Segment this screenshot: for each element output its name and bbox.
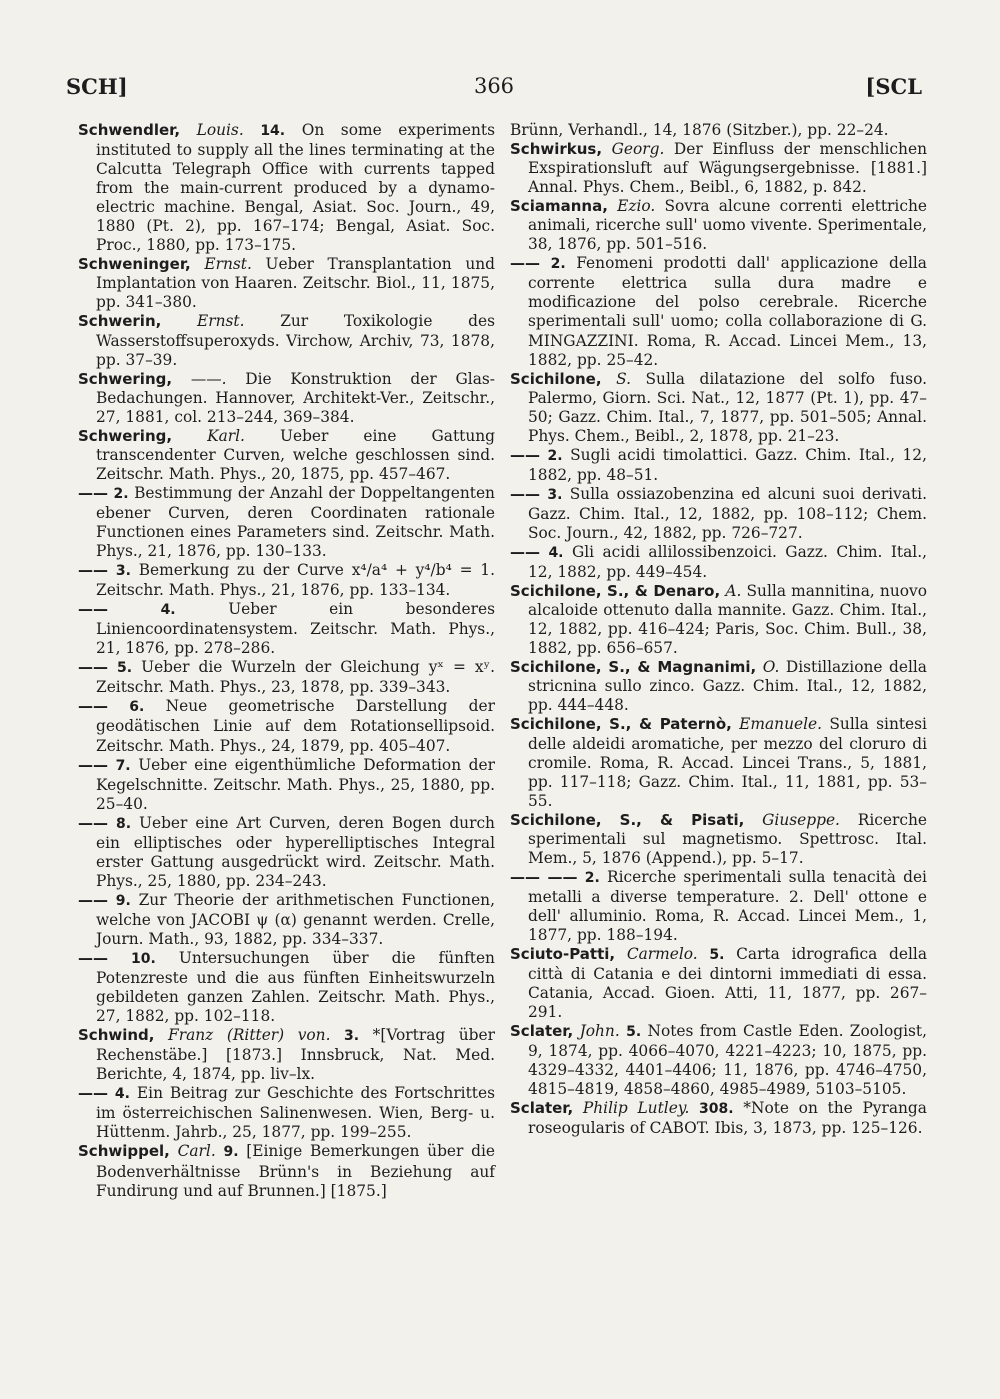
bibliography-entry: [510, 582, 927, 658]
bibliography-entry: [510, 658, 927, 715]
entry-text: Ueber Transplantation und Implantation von Haaren. Zeitschr. Biol., 11, 1875, pp. 341–380.: [96, 255, 495, 312]
author-forename: ——.: [190, 369, 227, 388]
author-forename: S.: [616, 369, 631, 388]
bibliography-entry: [510, 197, 927, 254]
author-name: ——: [78, 697, 108, 716]
entry-text: Carta idrografica della città di Catania e dei dintorni immediati di essa. Catania, Accad. Gioen. Atti, 11, 1877, pp. 267–291.: [528, 945, 927, 1022]
bibliography-entry: [510, 868, 927, 945]
entry-text: Notes from Castle Eden. Zoologist, 9, 1874, pp. 4066–4070, 4221–4223; 10, 1875, pp. 4329–4332, 4401–4406; 11, 1876, pp. 4746–4750, 4815–4819, 4858–4860, 4985–4989, 5103–5105.: [528, 1022, 927, 1099]
author-name: ——: [78, 658, 108, 677]
bibliography-entry: [510, 370, 927, 446]
author-forename: Ernst.: [204, 255, 252, 274]
author-name: Scichilone, S., & Denaro,: [510, 582, 721, 601]
bibliography-entry: [78, 255, 495, 312]
author-name: ——: [510, 445, 540, 464]
entry-number: 10.: [131, 951, 156, 968]
entry-text: Sulla mannitina, nuovo alcaloide ottenuto dalla mannite. Gazz. Chim. Ital., 12, 1882, pp. 416–424; Paris, Soc. Chim. Bull., 38, 1882, pp. 656–657.: [528, 582, 927, 658]
entry-text: Zur Theorie der arithmetischen Functionen, welche von JACOBI ψ (α) genannt werden. Crelle, Journ. Math., 93, 1882, pp. 334–337.: [96, 890, 495, 948]
entry-text: Der Einfluss der menschlichen Exspirationsluft auf Wägungsergebnisse. [1881.] Annal. Phys. Chem., Beibl., 6, 1882, p. 842.: [528, 140, 927, 197]
bibliography-entry: [510, 121, 927, 140]
author-name: ——: [78, 1084, 108, 1103]
entry-number: 2.: [584, 869, 600, 886]
entry-text: Sovra alcune correnti elettriche animali, ricerche sull' uomo vivente. Sperimentale, 38, 1876, pp. 501–516.: [528, 197, 927, 254]
author-name: Sciuto-Patti,: [510, 945, 616, 964]
entry-number: 4.: [114, 1086, 130, 1103]
author-forename: Franz (Ritter) von.: [168, 1026, 331, 1045]
bibliography-entry: [510, 945, 927, 1022]
entry-number: 2.: [547, 447, 563, 464]
page-number: 366: [473, 74, 515, 98]
entry-text: Ueber eine Art Curven, deren Bogen durch ein elliptisches oder hyperelliptisches Integral erster Gattung ausgedrückt wird. Zeitschr. Math. Phys., 25, 1880, pp. 234–243.: [96, 813, 495, 890]
author-name: ——: [78, 561, 108, 580]
author-name: Scichilone, S., & Magnanimi,: [510, 658, 757, 677]
entry-number: 3.: [344, 1028, 360, 1045]
entry-text: Ueber die Wurzeln der Gleichung yˣ = xʸ. Zeitschr. Math. Phys., 23, 1878, pp. 339–343.: [96, 658, 495, 697]
author-name: Schwirkus,: [510, 140, 603, 159]
bibliography-entry: [510, 140, 927, 197]
author-name: Schwering,: [78, 369, 173, 388]
entry-text: Neue geometrische Darstellung der geodätischen Linie auf dem Rotationsellipsoid. Zeitschr. Math. Phys., 24, 1879, pp. 405–407.: [96, 697, 495, 755]
entry-text: Sugli acidi timolattici. Gazz. Chim. Ital., 12, 1882, pp. 48–51.: [528, 445, 927, 484]
author-name: ——: [510, 254, 540, 273]
entry-number: 9.: [223, 1144, 239, 1161]
entry-text: Ricerche sperimentali sulla tenacità dei metalli a diverse temperature. 2. Dell' ottone e dell' alluminio. Roma, R. Accad. Lincei Mem., 1, 1877, pp. 188–194.: [528, 867, 927, 944]
author-name: ——: [78, 813, 108, 832]
author-name: Sclater,: [510, 1099, 574, 1118]
bibliography-entry: [78, 949, 495, 1026]
author-name: ——: [78, 949, 108, 968]
entry-number: 2.: [113, 485, 129, 502]
entry-text: Sulla sintesi delle aldeidi aromatiche, per mezzo del cloruro di cromile. Roma, R. Accad. Lincei Trans., 5, 1881, pp. 117–118; Gazz. Chim. Ital., 11, 1881, pp. 53–55.: [528, 715, 927, 810]
entry-text: Gli acidi allilossibenzoici. Gazz. Chim. Ital., 12, 1882, pp. 449–454.: [528, 543, 927, 582]
entry-text: Ricerche sperimentali sul magnetismo. Spettrosc. Ital. Mem., 5, 1876 (Append.), pp. 5–17.: [528, 810, 927, 867]
author-forename: Giuseppe.: [762, 810, 840, 829]
header-range-start: SCH]: [66, 74, 128, 99]
bibliography-entry: [78, 427, 495, 484]
author-forename: Emanuele.: [739, 715, 823, 734]
bibliography-entry: [78, 891, 495, 949]
entry-text: Bestimmung der Anzahl der Doppeltangenten ebener Curven, deren Coordinaten rationale Functionen eines Parameters sind. Zeitschr. Math. Phys., 21, 1876, pp. 130–133.: [96, 483, 495, 561]
bibliography-entry: [78, 814, 495, 891]
page-header: [66, 74, 922, 108]
author-forename: Karl.: [207, 426, 245, 445]
entry-text: Ueber eine eigenthümliche Deformation der Kegelschnitte. Zeitschr. Math. Phys., 25, 1880, pp. 25–40.: [96, 755, 495, 813]
entry-number: 8.: [115, 815, 132, 832]
bibliography-entry: [510, 543, 927, 582]
entry-number: 3.: [547, 486, 563, 503]
bibliography-entry: [78, 1026, 495, 1084]
bibliography-entry: [78, 1084, 495, 1142]
entry-text: Zur Toxikologie des Wasserstoffsuperoxyds. Virchow, Archiv, 73, 1878, pp. 37–39.: [96, 312, 495, 369]
author-forename: Philip Lutley.: [582, 1099, 690, 1118]
author-name: —— ——: [510, 867, 578, 886]
author-name: Schweninger,: [78, 255, 191, 274]
entry-text: On some experiments instituted to supply all the lines terminating at the Calcutta Telegraph Office with currents tapped from the main-current produced by a dynamo-electric machine. Bengal, Asiat. Soc. Journ., 49, 1880 (Pt. 2), pp. 167–174; Bengal, Asiat. Soc. Proc., 1880, pp. 173–175.: [96, 121, 495, 255]
entry-text: Die Konstruktion der Glas-Bedachungen. Hannover, Architekt-Ver., Zeitschr., 27, 1881, col. 213–244, 369–384.: [96, 369, 495, 426]
bibliography-entry: [78, 484, 495, 561]
entry-text: Distillazione della stricnina sullo zinco. Gazz. Chim. Ital., 12, 1882, pp. 444–448.: [528, 658, 927, 715]
author-forename: Ezio.: [617, 197, 656, 216]
bibliography-entry: [510, 811, 927, 868]
entry-number: 6.: [129, 699, 145, 716]
entry-number: 5.: [626, 1024, 642, 1041]
author-name: ——: [510, 484, 540, 503]
entry-number: 3.: [115, 563, 131, 580]
author-forename: A.: [725, 582, 742, 601]
bibliography-entry: [78, 697, 495, 755]
entry-number: 5.: [117, 660, 133, 677]
entry-text: *[Vortrag über Rechenstäbe.] [1873.] Innsbruck, Nat. Med. Berichte, 4, 1874, pp. liv–lx.: [96, 1026, 495, 1084]
entry-text: Ueber eine Gattung transcendenter Curven, welche geschlossen sind. Zeitschr. Math. Phys., 20, 1875, pp. 457–467.: [96, 426, 495, 483]
bibliography-entry: [510, 485, 927, 543]
entry-number: 7.: [115, 757, 131, 774]
author-name: ——: [78, 600, 108, 619]
entry-text: Fenomeni prodotti dall' applicazione della corrente elettrica sulla dura madre e modificazione del polso cerebrale. Ricerche sperimentali sull' uomo; colla collaborazione di G. MINGAZZINI. Roma, R. Accad. Lincei Mem., 13, 1882, pp. 25–42.: [528, 254, 927, 369]
left-column: [78, 121, 495, 1201]
bibliography-entry: [510, 1022, 927, 1099]
bibliography-entry: [78, 600, 495, 658]
entry-number: 14.: [260, 123, 286, 139]
header-range-end: [SCL: [865, 74, 922, 99]
author-name: Schwering,: [78, 426, 173, 445]
bibliography-entry: [510, 446, 927, 485]
bibliography-entry: [78, 658, 495, 697]
entry-number: 9.: [115, 892, 131, 909]
author-forename: Ernst.: [197, 312, 245, 331]
author-name: Schwind,: [78, 1026, 155, 1045]
entry-text: *Note on the Pyranga roseogularis of CABOT. Ibis, 3, 1873, pp. 125–126.: [528, 1099, 927, 1138]
bibliography-entry: [78, 756, 495, 814]
author-name: Sciamanna,: [510, 197, 608, 216]
author-name: ——: [78, 483, 108, 502]
entry-text: Ueber ein besonderes Liniencoordinatensystem. Zeitschr. Math. Phys., 21, 1876, pp. 278–286.: [96, 600, 495, 658]
author-name: Schwerin,: [78, 312, 162, 331]
entry-number: 4.: [548, 545, 564, 562]
entry-text: Sulla ossiazobenzina ed alcuni suoi derivati. Gazz. Chim. Ital., 12, 1882, pp. 108–112; Chem. Soc. Journ., 42, 1882, pp. 726–727.: [528, 484, 927, 542]
entry-text: Untersuchungen über die fünften Potenzreste und die aus fünften Einheitswurzeln gebildeten ganzen Zahlen. Zeitschr. Math. Phys., 27, 1882, pp. 102–118.: [96, 949, 495, 1026]
entry-text: Ein Beitrag zur Geschichte des Fortschrittes im österreichischen Salinenwesen. Wien, Berg- u. Hüttenm. Jahrb., 25, 1877, pp. 199–255.: [96, 1084, 495, 1142]
author-forename: Carl.: [177, 1142, 216, 1161]
right-column: [510, 121, 927, 1138]
bibliography-entry: [510, 254, 927, 369]
entry-text: [Einige Bemerkungen über die Bodenverhältnisse Brünn's in Beziehung auf Fundirung und auf Brunnen.] [1875.]: [96, 1142, 495, 1200]
author-name: ——: [510, 543, 540, 562]
author-name: Scichilone,: [510, 369, 602, 388]
entry-text: Bemerkung zu der Curve x⁴/a⁴ + y⁴/b⁴ = 1. Zeitschr. Math. Phys., 21, 1876, pp. 133–134.: [96, 561, 495, 600]
author-name: Scichilone, S., & Pisati,: [510, 810, 745, 829]
bibliography-entry: [78, 1142, 495, 1200]
entry-number: 308.: [699, 1101, 734, 1118]
author-name: ——: [78, 890, 108, 909]
author-forename: Louis.: [196, 121, 244, 139]
entry-number: 2.: [550, 256, 566, 273]
author-name: Schwippel,: [78, 1142, 170, 1161]
author-name: Sclater,: [510, 1022, 574, 1041]
author-name: Schwendler,: [78, 121, 181, 139]
author-name: ——: [78, 755, 108, 774]
entry-text: Sulla dilatazione del solfo fuso. Palermo, Giorn. Sci. Nat., 12, 1877 (Pt. 1), pp. 47–50; Gazz. Chim. Ital., 7, 1877, pp. 501–505; Annal. Phys. Chem., Beibl., 2, 1878, pp. 21–23.: [528, 369, 927, 445]
bibliography-entry: [78, 312, 495, 369]
bibliography-entry: [78, 121, 495, 255]
author-name: Scichilone, S., & Paternò,: [510, 715, 732, 734]
author-forename: John.: [579, 1022, 620, 1041]
author-forename: O.: [762, 658, 780, 677]
author-forename: Carmelo.: [626, 945, 698, 964]
author-forename: Georg.: [611, 140, 665, 159]
entry-text: Brünn, Verhandl., 14, 1876 (Sitzber.), pp. 22–24.: [510, 121, 889, 139]
bibliography-entry: [78, 561, 495, 600]
entry-number: 5.: [709, 947, 725, 964]
entry-number: 4.: [160, 602, 176, 619]
bibliography-entry: [510, 715, 927, 810]
bibliography-entry: [510, 1099, 927, 1138]
bibliography-entry: [78, 370, 495, 427]
